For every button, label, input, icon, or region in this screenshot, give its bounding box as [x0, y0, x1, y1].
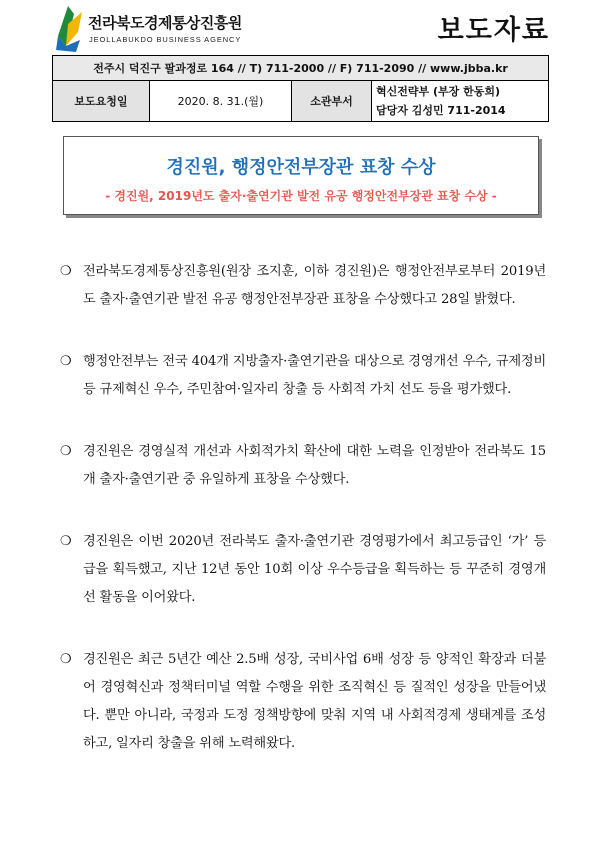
circle-bullet-icon: ❍ — [60, 264, 72, 279]
paragraph-text: 경진원은 최근 5년간 예산 2.5배 성장, 국비사업 6배 성장 등 양적인 확장과 더불어 경영혁신과 정책터미널 역할 수행을 위한 조직혁신 등 질적인 성장을 만들어냈다. 뿐만 아니라, 국정과 도정 정책방향에 맞춰 지역 내 사회적경제 생태계를 조성하고, 일자리 창출을 위해 노력해왔다. — [83, 652, 546, 751]
paragraph-text: 행정안전부는 전국 404개 지방출자·출연기관을 대상으로 경영개선 우수, 규제정비 등 규제혁신 우수, 주민참여·일자리 창출 등 사회적 가치 선도 등을 평가했다. — [83, 354, 546, 397]
document-type-title: 보도자료 — [437, 15, 550, 46]
body-paragraph — [56, 348, 546, 404]
department-name: 혁신전략부 (부장 한동희) — [376, 85, 500, 98]
body-paragraph — [56, 528, 546, 612]
press-info-table — [52, 55, 549, 122]
press-release-body — [56, 258, 546, 792]
department-contact: 담당자 김성민 711-2014 — [376, 104, 506, 117]
department-label: 소관부서 — [292, 81, 372, 122]
circle-bullet-icon: ❍ — [60, 444, 72, 459]
circle-bullet-icon: ❍ — [60, 534, 72, 549]
contact-address: 전주시 덕진구 팔과정로 164 // T) 711-2000 // F) 711-2090 // www.jbba.kr — [53, 56, 549, 81]
circle-bullet-icon: ❍ — [60, 652, 72, 667]
circle-bullet-icon: ❍ — [60, 354, 72, 369]
body-paragraph — [56, 438, 546, 494]
org-name-english: JEOLLABUKDO BUSINESS AGENCY — [89, 35, 242, 44]
body-paragraph — [56, 646, 546, 758]
page-header — [52, 6, 552, 50]
request-date-label: 보도요청일 — [53, 81, 150, 122]
headline-title: 경진원, 행정안전부장관 표창 수상 — [166, 157, 436, 178]
org-name-korean: 전라북도경제통상진흥원 — [88, 14, 242, 32]
request-date-value: 2020. 8. 31.(월) — [150, 81, 292, 122]
body-paragraph — [56, 258, 546, 314]
agency-logo-icon — [54, 6, 84, 52]
paragraph-text: 경진원은 경영실적 개선과 사회적가치 확산에 대한 노력을 인정받아 전라북도 15개 출자·출연기관 중 유일하게 표창을 수상했다. — [83, 444, 546, 487]
headline-box — [63, 136, 539, 215]
headline-subtitle: - 경진원, 2019년도 출자·출연기관 발전 유공 행정안전부장관 표창 수상 - — [105, 189, 497, 203]
paragraph-text: 경진원은 이번 2020년 전라북도 출자·출연기관 경영평가에서 최고등급인 ‘가’ 등급을 획득했고, 지난 12년 동안 10회 이상 우수등급을 획득하는 등 꾸준히 경영개선 활동을 이어왔다. — [83, 534, 546, 605]
department-info — [372, 81, 549, 122]
paragraph-text: 전라북도경제통상진흥원(원장 조지훈, 이하 경진원)은 행정안전부로부터 2019년도 출자·출연기관 발전 유공 행정안전부장관 표창을 수상했다고 28일 밝혔다. — [83, 264, 546, 307]
